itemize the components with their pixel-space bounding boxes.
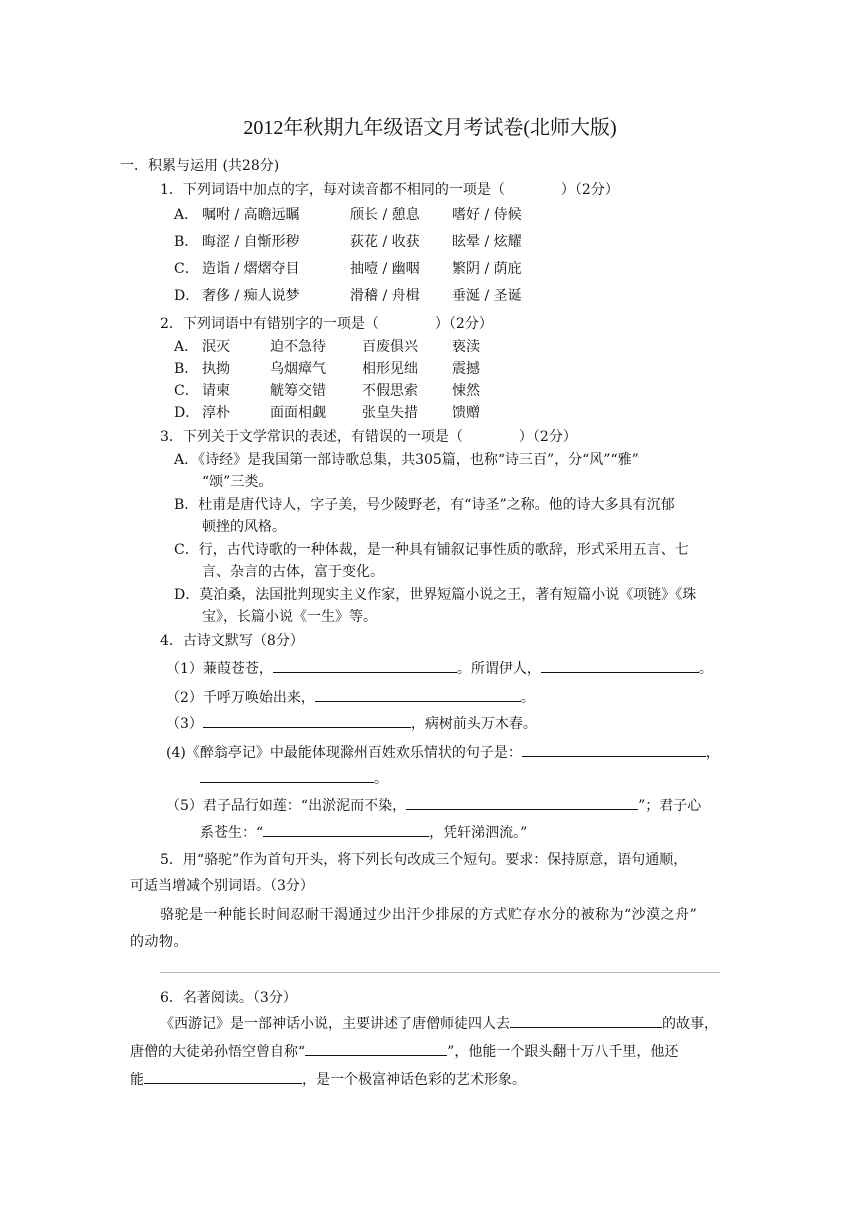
option-label: C． xyxy=(174,261,199,277)
answer-blank[interactable] xyxy=(522,742,706,757)
word-1: 执拗 xyxy=(202,361,230,377)
option-pair-3: 眩晕 / 炫耀 xyxy=(452,234,522,250)
recite-line-5 xyxy=(166,795,701,815)
recite-line-5-cont xyxy=(200,822,527,842)
q5-sentence-line-2: 的动物。 xyxy=(130,934,188,950)
q1-option-d xyxy=(174,286,734,306)
recite-line-4 xyxy=(166,742,720,762)
q2-option-c xyxy=(174,381,734,401)
q6-line-3 xyxy=(130,1069,526,1089)
exam-title: 2012年秋期九年级语文月考试卷(北师大版) xyxy=(243,117,617,139)
answer-blank[interactable] xyxy=(273,658,457,673)
recite-text: （1）蒹葭苍苍， xyxy=(166,661,273,677)
option-label: B． xyxy=(174,234,199,250)
question-4-stem: 4．古诗文默写（8分） xyxy=(160,633,304,649)
q6-line-2 xyxy=(130,1041,678,1061)
recite-text: 。 xyxy=(698,661,713,677)
q2-option-b xyxy=(174,359,734,379)
word-1: 泯灭 xyxy=(202,339,230,355)
recite-text: (4)《醉翁亭记》中最能体现滁州百姓欢乐情状的句子是： xyxy=(166,745,522,761)
option-pair-2: 荻花 / 收获 xyxy=(350,234,420,250)
section-heading: 一．积累与运用 (共28分) xyxy=(120,158,280,174)
word-3: 不假思索 xyxy=(362,383,418,399)
q1-option-b xyxy=(174,232,734,252)
q6-line-1 xyxy=(160,1013,718,1033)
question-2-stem: 2．下列词语中有错别字的一项是（ ）（2分） xyxy=(160,316,493,332)
word-1: 请柬 xyxy=(202,383,230,399)
q2-option-d xyxy=(174,403,734,423)
q6-text: 唐僧的大徒弟孙悟空曾自称“ xyxy=(130,1044,306,1060)
answer-blank[interactable] xyxy=(315,687,521,702)
q6-text: 的故事， xyxy=(662,1016,718,1032)
question-5-stem-line-1: 5．用“骆驼”作为首句开头，将下列长句改成三个短句。要求：保持原意，语句通顺， xyxy=(160,852,688,868)
q6-text: ”，他能一个跟头翻十万八千里，他还 xyxy=(447,1044,679,1060)
q3-option-d-line-2: 宝》，长篇小说《一生》等。 xyxy=(202,609,377,625)
recite-text: ， xyxy=(705,745,720,761)
word-4: 亵渎 xyxy=(452,339,480,355)
question-1-stem: 1．下列词语中加点的字，每对读音都不相同的一项是（ ）（2分） xyxy=(160,182,619,198)
recite-text: （5）君子品行如莲：“出淤泥而不染， xyxy=(166,798,407,814)
recite-text: 。 xyxy=(374,771,388,787)
recite-line-3 xyxy=(166,713,537,733)
option-label: D． xyxy=(174,405,200,421)
q3-option-a-line-1: A．《诗经》是我国第一部诗歌总集，共305篇，也称“诗三百”，分“风”“雅” xyxy=(174,452,639,468)
answer-blank[interactable] xyxy=(541,658,699,673)
recite-text: ，病树前头万木春。 xyxy=(410,716,537,732)
word-4: 馈赠 xyxy=(452,405,480,421)
recite-text: 。所谓伊人， xyxy=(456,661,541,677)
option-label: D． xyxy=(174,288,200,304)
q6-text: 能 xyxy=(130,1072,144,1088)
option-pair-2: 抽噎 / 幽咽 xyxy=(350,261,420,277)
word-3: 百废俱兴 xyxy=(362,339,418,355)
q3-option-d-line-1: D．莫泊桑，法国批判现实主义作家，世界短篇小说之王，著有短篇小说《项链》《珠 xyxy=(174,587,697,603)
recite-text: 系苍生：“ xyxy=(200,825,264,841)
q2-option-a xyxy=(174,337,734,357)
option-label: A． xyxy=(174,207,199,223)
recite-line-2 xyxy=(166,687,535,707)
q1-option-a xyxy=(174,205,734,225)
q6-text: 《西游记》是一部神话小说，主要讲述了唐僧师徒四人去 xyxy=(160,1016,510,1032)
q6-text: ，是一个极富神话色彩的艺术形象。 xyxy=(302,1072,526,1088)
word-3: 张皇失措 xyxy=(362,405,418,421)
answer-blank[interactable] xyxy=(263,822,429,837)
option-pair-3: 垂涎 / 圣诞 xyxy=(452,288,522,304)
word-1: 淳朴 xyxy=(202,405,230,421)
recite-text: ”；君子心 xyxy=(638,798,702,814)
answer-blank[interactable] xyxy=(203,713,411,728)
word-4: 悚然 xyxy=(452,383,480,399)
recite-line-4-cont xyxy=(200,768,388,788)
answer-line[interactable] xyxy=(160,972,720,973)
word-2: 迫不急待 xyxy=(270,339,326,355)
answer-blank[interactable] xyxy=(200,768,374,783)
option-pair-1: 晦涩 / 自惭形秽 xyxy=(202,234,300,250)
option-pair-1: 造诣 / 熠熠夺目 xyxy=(202,261,300,277)
question-6-stem: 6．名著阅读。（3分） xyxy=(160,990,297,1006)
option-pair-2: 颀长 / 憩息 xyxy=(350,207,420,223)
answer-blank[interactable] xyxy=(406,795,638,810)
option-pair-1: 嘱咐 / 高瞻远瞩 xyxy=(202,207,300,223)
q3-option-a-line-2: “颂”三类。 xyxy=(202,474,273,490)
option-pair-1: 奢侈 / 痴人说梦 xyxy=(202,288,300,304)
option-pair-3: 嗜好 / 侍候 xyxy=(452,207,522,223)
word-3: 相形见绌 xyxy=(362,361,418,377)
word-2: 乌烟瘴气 xyxy=(270,361,326,377)
option-label: C． xyxy=(174,383,199,399)
q3-option-b-line-1: B．杜甫是唐代诗人，字子美，号少陵野老，有“诗圣”之称。他的诗大多具有沉郁 xyxy=(174,497,675,513)
answer-blank[interactable] xyxy=(144,1069,302,1084)
option-label: B． xyxy=(174,361,199,377)
word-2: 觥筹交错 xyxy=(270,383,326,399)
q5-sentence-line-1: 骆驼是一种能长时间忍耐干渴通过少出汗少排尿的方式贮存水分的被称为“沙漠之舟” xyxy=(160,907,698,923)
word-4: 震撼 xyxy=(452,361,480,377)
option-pair-3: 繁阴 / 荫庇 xyxy=(452,261,522,277)
option-pair-2: 滑稽 / 舟楫 xyxy=(350,288,420,304)
option-label: A． xyxy=(174,339,199,355)
q1-option-c xyxy=(174,259,734,279)
recite-line-1 xyxy=(166,658,713,678)
q3-option-c-line-2: 言、杂言的古体，富于变化。 xyxy=(202,564,384,580)
question-5-stem-line-2: 可适当增减个别词语。（3分） xyxy=(130,878,314,894)
recite-text: （2）千呼万唤始出来， xyxy=(166,690,315,706)
answer-blank[interactable] xyxy=(510,1013,662,1028)
recite-text: 。 xyxy=(520,690,535,706)
recite-text: ，凭轩涕泗流。” xyxy=(429,825,528,841)
word-2: 面面相觑 xyxy=(270,405,326,421)
recite-text: （3） xyxy=(166,716,203,732)
answer-blank[interactable] xyxy=(305,1041,447,1056)
q3-option-c-line-1: C．行，古代诗歌的一种体裁，是一种具有铺叙记事性质的歌辞，形式采用五言、七 xyxy=(174,542,689,558)
q3-option-b-line-2: 顿挫的风格。 xyxy=(202,519,286,535)
question-3-stem: 3．下列关于文学常识的表述，有错误的一项是（ ）（2分） xyxy=(160,429,577,445)
